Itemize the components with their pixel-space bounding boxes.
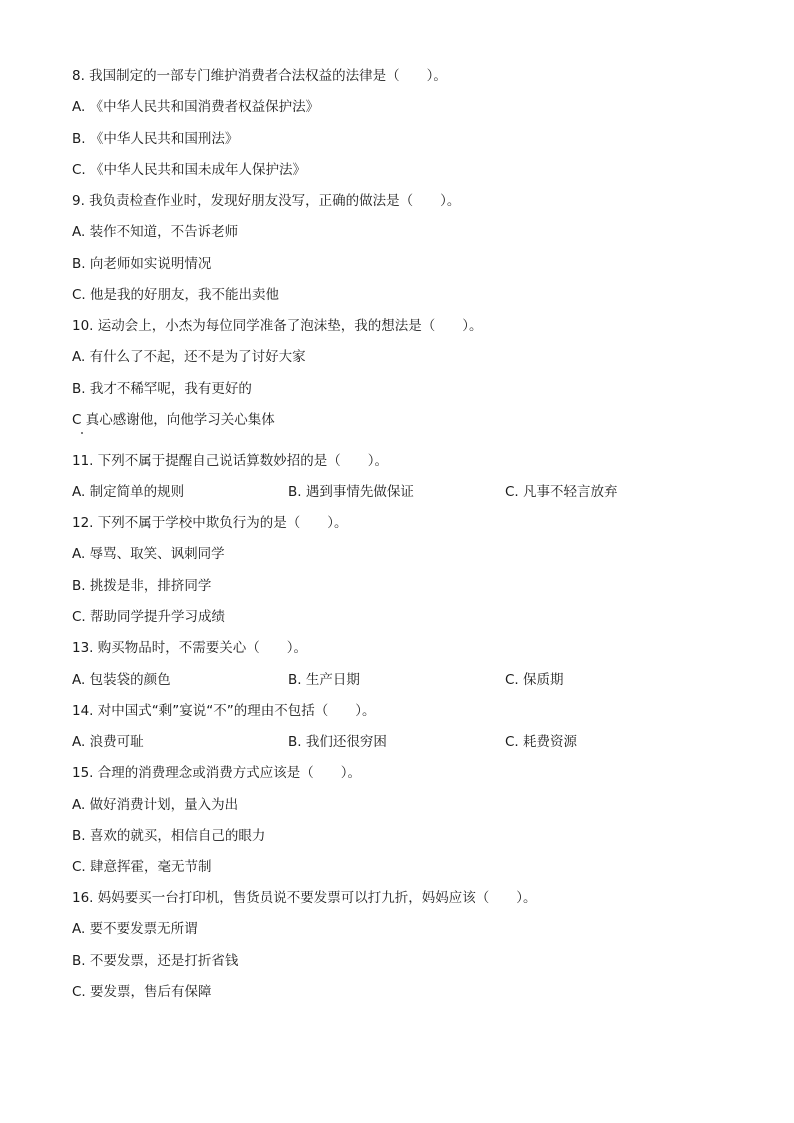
question-12-stem: 12. 下列不属于学校中欺负行为的是（ ）。 <box>72 515 348 531</box>
question-11-option-a: A. 制定简单的规则 <box>72 484 185 500</box>
question-11-stem: 11. 下列不属于提醒自己说话算数妙招的是（ ）。 <box>72 453 389 469</box>
question-15-option-b: B. 喜欢的就买，相信自己的眼力 <box>72 828 266 844</box>
question-15-option-a: A. 做好消费计划，量入为出 <box>72 797 239 813</box>
stray-dot <box>81 432 83 434</box>
question-15-option-c: C. 肆意挥霍，毫无节制 <box>72 859 212 875</box>
question-14-stem: 14. 对中国式“剩”宴说“不”的理由不包括（ ）。 <box>72 703 376 719</box>
question-9-option-c: C. 他是我的好朋友，我不能出卖他 <box>72 287 280 303</box>
question-15-stem: 15. 合理的消费理念或消费方式应该是（ ）。 <box>72 765 362 781</box>
question-16-stem: 16. 妈妈要买一台打印机，售货员说不要发票可以打九折，妈妈应该（ ）。 <box>72 890 537 906</box>
question-8-option-a: A. 《中华人民共和国消费者权益保护法》 <box>72 99 320 115</box>
question-9-option-a: A. 装作不知道，不告诉老师 <box>72 224 239 240</box>
question-12-option-c: C. 帮助同学提升学习成绩 <box>72 609 226 625</box>
question-8-stem: 8. 我国制定的一部专门维护消费者合法权益的法律是（ ）。 <box>72 68 447 84</box>
question-16-option-c: C. 要发票，售后有保障 <box>72 984 212 1000</box>
question-12-option-b: B. 挑拨是非，排挤同学 <box>72 578 212 594</box>
question-9-option-b: B. 向老师如实说明情况 <box>72 256 212 272</box>
question-8-option-c: C. 《中华人民共和国未成年人保护法》 <box>72 162 307 178</box>
question-8-option-b: B. 《中华人民共和国刑法》 <box>72 131 239 147</box>
question-11-option-b: B. 遇到事情先做保证 <box>288 484 414 500</box>
question-10-option-c: C 真心感谢他，向他学习关心集体 <box>72 412 275 428</box>
question-9-stem: 9. 我负责检查作业时，发现好朋友没写，正确的做法是（ ）。 <box>72 193 461 209</box>
question-13-option-a: A. 包装袋的颜色 <box>72 672 171 688</box>
question-13-option-c: C. 保质期 <box>505 672 564 688</box>
question-14-option-b: B. 我们还很穷困 <box>288 734 387 750</box>
question-10-option-a: A. 有什么了不起，还不是为了讨好大家 <box>72 349 306 365</box>
question-10-option-b: B. 我才不稀罕呢，我有更好的 <box>72 381 252 397</box>
question-14-option-a: A. 浪费可耻 <box>72 734 144 750</box>
question-13-option-b: B. 生产日期 <box>288 672 360 688</box>
question-10-stem: 10. 运动会上，小杰为每位同学准备了泡沫垫，我的想法是（ ）。 <box>72 318 483 334</box>
question-16-option-b: B. 不要发票，还是打折省钱 <box>72 953 239 969</box>
question-13-stem: 13. 购买物品时，不需要关心（ ）。 <box>72 640 308 656</box>
question-12-option-a: A. 辱骂、取笑、讽刺同学 <box>72 546 225 562</box>
question-14-option-c: C. 耗费资源 <box>505 734 578 750</box>
question-16-option-a: A. 要不要发票无所谓 <box>72 921 198 937</box>
question-11-option-c: C. 凡事不轻言放弃 <box>505 484 618 500</box>
